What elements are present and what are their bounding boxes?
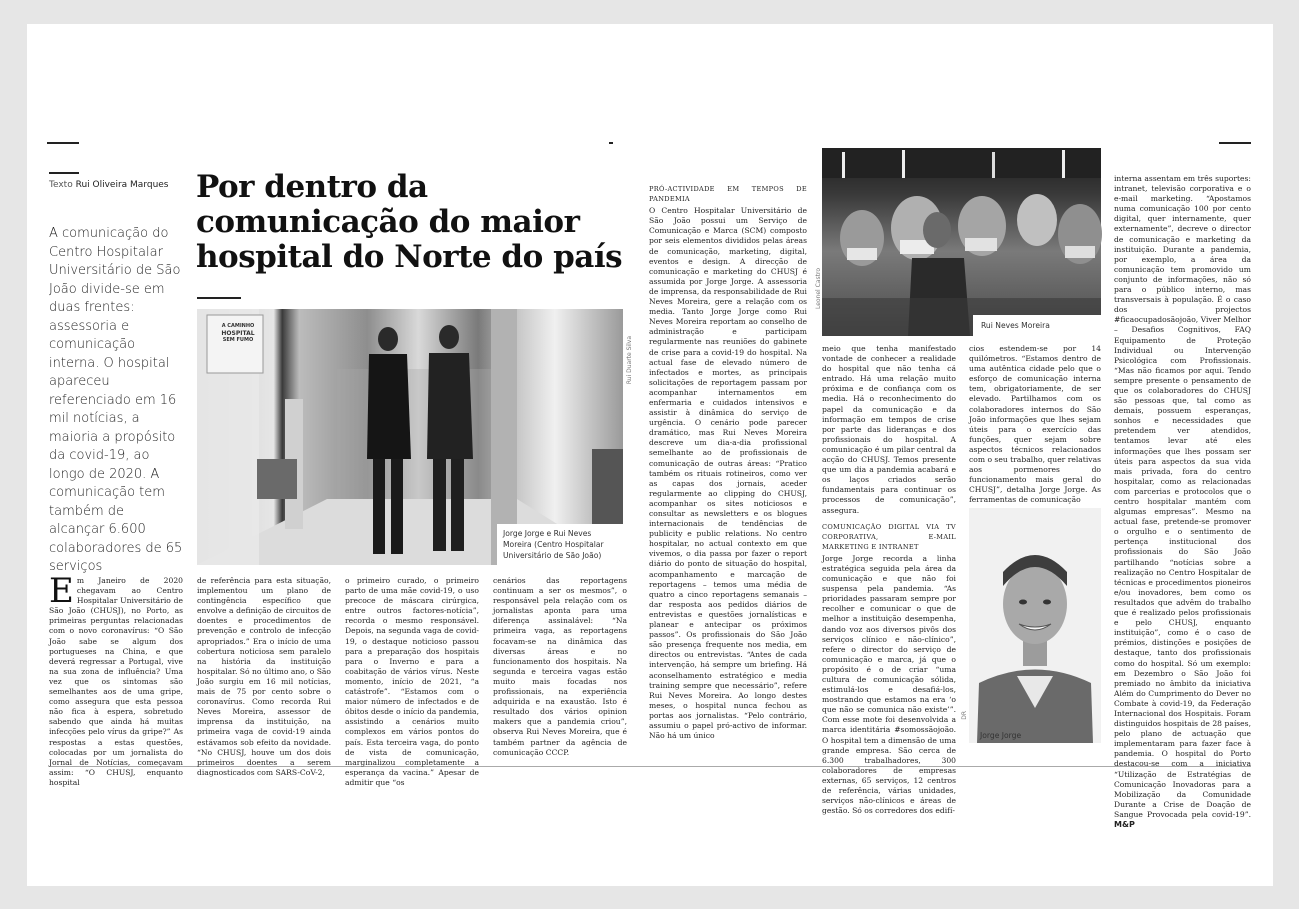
- byline: [49, 180, 169, 190]
- column-4-text: cenários das reportagens continuam a ser os mesmos”, o responsável pela relação com os jornalistas aponta para uma diferença assinalável: “Na primeira vaga, as reportagens focavam-se na dinâmica das diversas áreas e no funcionamento dos hospitais. Na segunda e terceira vagas estão muito mais focadas nos profissionais, na experiência adquirida e na exaustão. Isto é resultado dos vários opinion makers que a pandemia criou”, observa Rui Neves Moreira, que é também partner da agência de comunicação CCCP.: [493, 576, 627, 757]
- lead-paragraph: A comunicação do Centro Hospitalar Universitário de São João divide-se em duas frentes: assessoria e comunicação interna. O hospital apareceu referenciado em 16 mil notícias, a maioria a propósito da covid-19, ao longo de 2020. A comunicação tem também de alcançar 6.600 colaboradores de 65 serviços: [49, 226, 183, 574]
- top-rule-left: [47, 142, 79, 144]
- column-2-text: de referência para esta situação, implementou um plano de contingência específico que envolve a definição de circuitos de doentes e procedimentos de prevenção e controlo de infecção apropriados.” Era o início de uma cobertura noticiosa sem paralelo na história da instituição hospitalar. Só no último ano, o São João surgiu em 16 mil notícias, mais de 75 por cento sobre o coronavírus. Como recorda Rui Neves Moreira, assessor de imprensa da instituição, na primeira vaga de covid-19 ainda estávamos sob efeito da novidade. “No CHUSJ, houve um dos dois primeiros doentes a serem diagnosticados com SARS-CoV-2,: [197, 576, 331, 777]
- top-rule-right: [1219, 142, 1251, 144]
- photo-corridor-caption: Jorge Jorge e Rui Neves Moreira (Centro Hospitalar Universitário de São João): [497, 524, 623, 565]
- subhead-proactividade: PRÓ-ACTIVIDADE EM TEMPOS DE PANDEMIA: [649, 185, 807, 204]
- poster-line-3: SEM FUMO: [222, 337, 254, 343]
- column-3-text: o primeiro curado, o primeiro parto de uma mãe covid-19, o uso precoce de máscara cirúrgica, entre outros factores-notícia”, recorda o mesmo responsável. Depois, na segunda vaga de covid-19, o destaque noticioso passou para a preparação dos hospitais para o Inverno e para a coabitação de vários vírus. Neste momento, início de 2021, “a catástrofe”. “Estamos com o maior número de infectados e de óbitos desde o início da pandemia, assistindo a cenários muito complexos em vários pontos do país. Esta terceira vaga, do ponto de vista de comunicação, marginalizou completamente a esperança da vacina.” Apesar de admitir que “os: [345, 576, 479, 787]
- top-rule-center: [609, 142, 613, 144]
- column-6-text: meio que tenha manifestado vontade de conhecer a realidade do hospital que não tenha cá entrado. Há uma relação muito próxima e de confiança com os media. Há o reconhecimento do papel da comunicação e da informação em tempos de crise por parte das lideranças e dos profissionais do hospital. A comunicação é um pilar central da acção do CHUSJ. Temos presente que um dia a pandemia acabará e os laços criados serão fundamentais para continuar os processos de comunicação”, assegura.: [822, 344, 956, 515]
- column-8: [1114, 174, 1251, 829]
- column-7-text: cios estendem-se por 14 quilómetros. “Estamos dentro de uma autêntica cidade pelo que o esforço de comunicação interna tem, obrigatoriamente, de ser elevado. Partilhamos com os colaboradores internos do São João informações que lhes sejam úteis para o exercício das funções, quer sejam sobre aspectos técnicos relacionados com o seu trabalho, quer relativas aos pormenores do funcionamento mais geral do CHUSJ”, detalha Jorge Jorge. As ferramentas de comunicação: [969, 344, 1102, 505]
- photo-corridor: [197, 309, 623, 565]
- headline-rule: [197, 297, 241, 299]
- magazine-spread: [27, 24, 1273, 886]
- byline-rule: [49, 172, 79, 174]
- photo-portrait: [969, 508, 1101, 743]
- photo-mural-credit: Leonel Castro: [815, 268, 822, 310]
- column-5-text: O Centro Hospitalar Universitário de São João possui um Serviço de Comunicação e Marca (SCM) composto por seis elementos divididos pelas áreas de comunicação, marketing, digital, eventos e design. A direcção de comunicação e marketing do CHUSJ é assumida por Jorge Jorge. A assessoria de imprensa, da responsabilidade de Rui Neves Moreira, gere a relação com os media. Tanto Jorge Jorge como Rui Neves Moreira reportam ao conselho de administração e participam regularmente nas reuniões do gabinete de crise para a covid-19 do hospital. Na actual fase de elevado número de infectados e mortes, as principais solicitações de reportagem passam por acompanhar internamentos em enfermaria e cuidados intensivos e assistir à dinâmica do serviço de urgência. O cenário pode parecer dramático, mas Rui Neves Moreira descreve um dia-a-dia profissional semelhante ao de profissionais de comunicação de outras áreas: “Pratico também os rituais rotineiros, como ver as capas dos jornais, aceder regularmente ao clipping do CHUSJ, acompanhar os sites noticiosos e consultar as newsletters e os blogues internacionais de tendências de publicity e public relations. No centro hospitalar, no actual contexto em que vivemos, o dia passa por fazer o report diário do ponto de situação do hospital, acompanhamento e marcação de reportagens – temos uma média de quatro a cinco reportagens semanais – dar resposta aos pedidos diários de entrevistas e questões jornalísticas e planear e antecipar os próximos passos”. Os profissionais do São João são presença frequente nos media, em directos ou entrevistas. “Antes de cada intervenção, há sempre um briefing. Há aconselhamento estratégico e media training sempre que necessário”, refere Rui Neves Moreira. Ao longo destes meses, o hospital nunca fechou as portas aos jornalistas. “Pelo contrário, assumiu o papel pró-activo de informar. Não há um único: [649, 206, 807, 741]
- column-1: [49, 571, 183, 787]
- mural-illustration: [822, 148, 1101, 336]
- photo-mural: [822, 148, 1101, 336]
- column-5: [649, 184, 807, 766]
- photo-mural-caption: Rui Neves Moreira: [973, 315, 1101, 336]
- column-1-text: m Janeiro de 2020 chegavam ao Centro Hospitalar Universitário de São João (CHUSJ), no Porto, as primeiras perguntas relacionadas com o novo coronavírus: “O São João sabe se algum dos portugueses na China, e que deverá regressar a Portugal, vive na sua zona de influência? Uma vez que os sintomas são semelhantes aos de uma gripe, como assegura que esta pessoa não fica à espera, sobretudo sabendo que ainda há muitas infecções pelo vírus da gripe?” As respostas a estas questões, colocadas por um jornalista do Jornal de Notícias, começavam assim: “O CHUSJ, enquanto hospital: [49, 576, 183, 787]
- headline-line-2: comunicação do maior: [196, 204, 580, 240]
- column-8-text: interna assentam em três suportes: intranet, televisão corporativa e o e-mail marketing. “Apostamos numa comunicação 100 por cento digital, quer internamente, quer externamente”, decreve o director de comunicação e marketing da instituição. Durante a pandemia, por exemplo, a área da comunicação tem promovido um conjunto de informações, não só para o público interno, mas transversais à população. É o caso dos projectos #ficaocupadosãojoão, Viver Melhor – Desafios Cognitivos, FAQ Equipamento de Proteção Individual ou Intervenção Psicológica com Profissionais. “Mas não ficamos por aqui. Tendo sempre presente o pensamento de que os colaboradores do CHUSJ são pessoas que, tal como as demais, possuem esperanças, sonhos e necessidades que pretendem ver atendidos, tentamos levar até eles informações que lhes possam ser úteis para aspectos da sua vida mais privada, fora do centro hospitalar, como as relacionadas com parcerias e protocolos que o centro hospitalar mantém com algumas empresas”. Mesmo na actual fase, pretende-se promover o orgulho e o sentimento de pertença institucional dos profissionais do São João partilhando “notícias sobre a realização no Centro Hospitalar de técnicas e procedimentos pioneiros e/ou inovadores, bem como os resultados que advêm do trabalho que é realizado pelos profissionais e pelo CHUSJ, enquanto instituição”, como é o caso de prémios, distinções e posições de destaque, tanto dos profissionais como do hospital. Só um exemplo: em Dezembro o São João foi premiado no âmbito da iniciativa Além do Cumprimento do Dever no Combate à covid-19, da Federação Internacional dos Hospitais. Foram distinguidos hospitais de 28 países, pelo plano de actuação que implementaram para fazer face à pandemia. O hospital do Porto destacou-se com a iniciativa “Utilização de Estratégias de Comunicação Inovadoras para a Mobilização da Comunidade Durante a Crise de Doação de Sangue Provocada pela covid-19”.: [1114, 174, 1251, 819]
- photo-corridor-credit: Rui Duarte Silva: [626, 336, 633, 385]
- byline-author: Rui Oliveira Marques: [75, 180, 169, 190]
- dropcap: E: [49, 571, 74, 611]
- headline-line-3: hospital do Norte do país: [196, 239, 623, 275]
- headline-line-1: Por dentro da: [196, 169, 428, 205]
- column-3: [345, 576, 479, 787]
- column-6b-text: Jorge Jorge recorda a linha estratégica seguida pela área da comunicação e que não foi suspensa pela pandemia. “As prioridades passaram sempre por recolher e comunicar o que de melhor a instituição desempenha, dando voz aos diversos pivôs dos serviços clínico e não-clínico”, refere o director do serviço de comunicação e marca, já que o propósito é o de criar “uma cultura de comunicação sólida, estimulá-los e desafiá-los, mostrando que estamos na era ‘o que não se comunica não existe’”. Com esse mote foi desenvolvida a marca identitária #somossãojoão. O hospital tem a dimensão de uma grande empresa. São cerca de 6.300 trabalhadores, 300 colaboradores de empresas externas, 65 serviços, 12 centros de referência, várias unidades, serviços não-clínicos e áreas de gestão. Só os corredores dos edifí-: [822, 553, 956, 816]
- portrait-illustration: [969, 508, 1101, 743]
- subhead-digital: COMUNICAÇÃO DIGITAL VIA TV CORPORATIVA, E-MAIL MARKETING E INTRANET: [822, 522, 956, 551]
- poster-line-2: HOSPITAL: [221, 330, 255, 337]
- photo-portrait-credit: DR: [961, 711, 968, 720]
- column-4: [493, 576, 627, 764]
- column-7: [969, 344, 1101, 504]
- column-2: [197, 576, 331, 777]
- headline: [196, 170, 636, 275]
- poster-text: [215, 323, 261, 344]
- poster-line-1: A CAMINHO: [221, 323, 255, 329]
- end-logo: M&P: [1114, 820, 1135, 829]
- column-6: [822, 344, 956, 816]
- photo-portrait-caption: Jorge Jorge: [980, 731, 1022, 740]
- byline-prefix: Texto: [49, 180, 73, 190]
